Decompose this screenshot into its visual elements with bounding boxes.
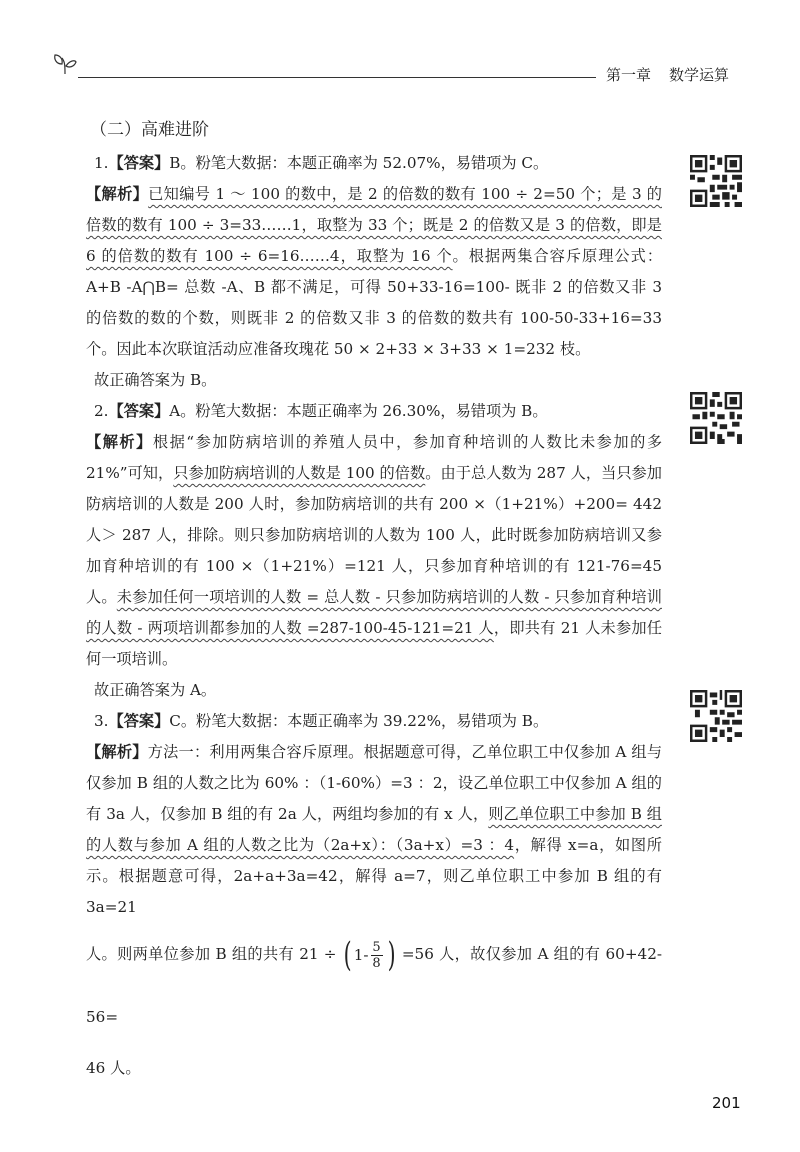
chapter-header bbox=[606, 64, 729, 85]
chapter-title: 数学运算 bbox=[669, 66, 730, 84]
q3-answer: 3.【答案】C。粉笔大数据：本题正确率为 39.22%，易错项为 B。 bbox=[94, 712, 549, 730]
q2-conclusion: 故正确答案为 A。 bbox=[94, 681, 217, 699]
page-content bbox=[86, 148, 662, 1088]
qr-code-icon bbox=[690, 392, 742, 444]
q1-conclusion: 故正确答案为 B。 bbox=[94, 371, 217, 389]
chapter-label: 第一章 bbox=[606, 66, 652, 84]
fraction-expression: ( 1- 5 8 ) bbox=[343, 935, 396, 975]
q2-analysis: 【解析】根据“参加防病培训的养殖人员中，参加育种培训的人数比未参加的多 21%”可知，只参加防病培训的人数是 100 的倍数。由于总人数为 287 人，当只参加防病培训的人数是 200 人时，参加防病培训的共有 200 ×（1+21%）+200= 442 人＞ 287 人，排除。则只参加防病培训的人数为 100 人，此时既参加防病培训又参加育种培训的有 100 ×（1+21%）=121 人，只参加育种培训的有 121-76=45 人。未参加任何一项培训的人数 = 总人数 - 只参加防病培训的人数 - 只参加育种培训的人数 - 两项培训都参加的人数 =287-100-45-121=21 人，即共有 21 人未参加任何一项培训。 bbox=[86, 433, 663, 668]
header-rule bbox=[78, 77, 596, 78]
q3-highlight: 则乙单位职工中参加 B 组的人数与参加 A 组的人数之比为（2a+x）：（3a+x）=3 ：4 bbox=[86, 805, 662, 854]
q3-analysis: 【解析】方法一：利用两集合容斥原理。根据题意可得，乙单位职工中仅参加 A 组与仅参加 B 组的人数之比为 60% ：（1-60%）=3 ：2，设乙单位职工中仅参加 A 组的有 3a 人，仅参加 B 组的有 2a 人，两组均参加的有 x 人，则乙单位职工中参加 B 组的人数与参加 A 组的人数之比为（2a+x）：（3a+x）=3 ：4，解得 x=a，如图所示。根据题意可得，2a+a+3a=42，解得 a=7，则乙单位职工中参加 B 组的有 3a=21 bbox=[86, 743, 663, 916]
section-title: （二）高难进阶 bbox=[90, 120, 209, 140]
qr-code-icon bbox=[690, 690, 742, 742]
fraction-denominator: 8 bbox=[372, 955, 381, 971]
page-number: 201 bbox=[712, 1094, 741, 1112]
q1-answer: 1.【答案】B。粉笔大数据：本题正确率为 52.07%，易错项为 C。 bbox=[94, 154, 549, 172]
qr-code-icon bbox=[690, 155, 742, 207]
q3-formula-line: 人。则两单位参加 B 组的共有 21 ÷ ( 1- 5 8 ) =56 人，故仅参加 A 组的有 60+42-56= bbox=[86, 923, 662, 1048]
fraction-numerator: 5 bbox=[372, 939, 381, 955]
q2-highlight-1: 只参加防病培训的人数是 100 的倍数 bbox=[173, 464, 426, 482]
leaf-icon bbox=[52, 50, 78, 76]
q1-analysis: 【解析】已知编号 1 ～ 100 的数中，是 2 的倍数的数有 100 ÷ 2=50 个；是 3 的倍数的数有 100 ÷ 3=33……1，取整为 33 个；既是 2 的倍数又是 3 的倍数，即是 6 的倍数的数有 100 ÷ 6=16……4，取整为 16 个。根据两集合容斥原理公式：A+B -A⋂B= 总数 -A、B 都不满足，可得 50+33-16=100- 既非 2 的倍数又非 3 的倍数的数的个数，则既非 2 的倍数又非 3 的倍数的数共有 100-50-33+16=33 个。因此本次联谊活动应准备玫瑰花 50 × 2+33 × 3+33 × 1=232 枝。 bbox=[86, 185, 663, 358]
q1-highlight: 已知编号 1 ～ 100 的数中，是 2 的倍数的数有 100 ÷ 2=50 个；是 3 的倍数的数有 100 ÷ 3=33……1，取整为 33 个；既是 2 的倍数又是 3 的倍数，即是 6 的倍数的数有 100 ÷ 6=16……4，取整为 16 个 bbox=[86, 185, 662, 265]
q2-answer: 2.【答案】A。粉笔大数据：本题正确率为 26.30%，易错项为 B。 bbox=[94, 402, 548, 420]
q2-highlight-2: 未参加任何一项培训的人数 = 总人数 - 只参加防病培训的人数 - 只参加育种培训的人数 - 两项培训都参加的人数 =287-100-45-121=21 人 bbox=[86, 588, 662, 637]
q3-final: 46 人。 bbox=[86, 1059, 141, 1077]
